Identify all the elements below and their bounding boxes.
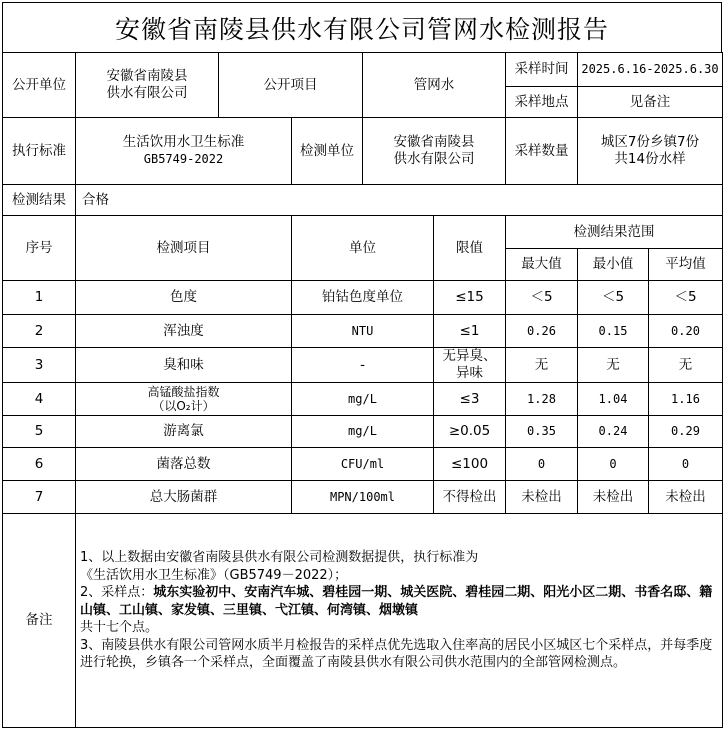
table-row: 3 臭和味 - 无异臭、异味 无 无 无: [3, 348, 723, 383]
table-row: 5 游离氯 mg/L ≥0.05 0.35 0.24 0.29: [3, 416, 723, 448]
result-label: 检测结果: [3, 185, 76, 216]
sample-place-value: 见备注: [578, 87, 723, 118]
remarks-label: 备注: [3, 514, 76, 728]
public-unit-value: 安徽省南陵县 供水有限公司: [76, 53, 219, 118]
info-row-2: [3, 118, 723, 185]
standard-label: 执行标准: [3, 118, 76, 185]
table-row: 2 浑浊度 NTU ≤1 0.26 0.15 0.20: [3, 315, 723, 348]
public-item-value: 管网水: [363, 53, 506, 118]
result-value: 合格: [76, 185, 723, 216]
public-unit-label: 公开单位: [3, 53, 76, 118]
remarks-row: [3, 514, 723, 728]
sample-count-label: 采样数量: [506, 118, 578, 185]
table-row: 7 总大肠菌群 MPN/100ml 不得检出 未检出 未检出 未检出: [3, 481, 723, 514]
sample-place-label: 采样地点: [506, 87, 578, 118]
sample-count-value: 城区7份乡镇7份 共14份水样: [578, 118, 723, 185]
sample-time-value: 2025.6.16-2025.6.30: [578, 53, 723, 87]
header-unit: 单位: [292, 216, 434, 281]
sample-time-label: 采样时间: [506, 53, 578, 87]
table-row: 1 色度 铂钴色度单位 ≤15 ＜5 ＜5 ＜5: [3, 281, 723, 315]
standard-value: 生活饮用水卫生标准 GB5749-2022: [76, 118, 292, 185]
test-unit-value: 安徽省南陵县 供水有限公司: [363, 118, 506, 185]
report-title: 安徽省南陵县供水有限公司管网水检测报告: [2, 2, 722, 52]
info-row-1a: [3, 53, 723, 87]
header-item: 检测项目: [76, 216, 292, 281]
table-row: 4 高锰酸盐指数 （以O₂计） mg/L ≤3 1.28 1.04 1.16: [3, 383, 723, 416]
test-unit-label: 检测单位: [292, 118, 363, 185]
header-limit: 限值: [434, 216, 506, 281]
header-no: 序号: [3, 216, 76, 281]
remarks-content: 1、以上数据由安徽省南陵县供水有限公司检测数据提供，执行标准为 《生活饮用水卫生标准》（GB5749－2022）； 2、采样点：城东实验初中、安南汽车城、碧桂园一期、城关医院、碧桂园二期、阳光小区二期、书香名邸、籍山镇、工山镇、家发镇、三里镇、弋江镇、何湾镇、烟墩镇 共十七个点。 3、南陵县供水有限公司管网水质半月检报告的采样点优先选取入住率高的居民小区城区七个采样点，并每季度进行轮换，乡镇各一个采样点，全面覆盖了南陵县供水有限公司供水范围内的全部管网检测点。: [76, 514, 723, 728]
header-row-1: [3, 216, 723, 249]
header-min: 最小值: [578, 249, 649, 281]
result-row: [3, 185, 723, 216]
header-range: 检测结果范围: [506, 216, 723, 249]
public-item-label: 公开项目: [219, 53, 363, 118]
header-avg: 平均值: [649, 249, 723, 281]
table-row: 6 菌落总数 CFU/ml ≤100 0 0 0: [3, 448, 723, 481]
report-table: [2, 52, 723, 728]
header-max: 最大值: [506, 249, 578, 281]
